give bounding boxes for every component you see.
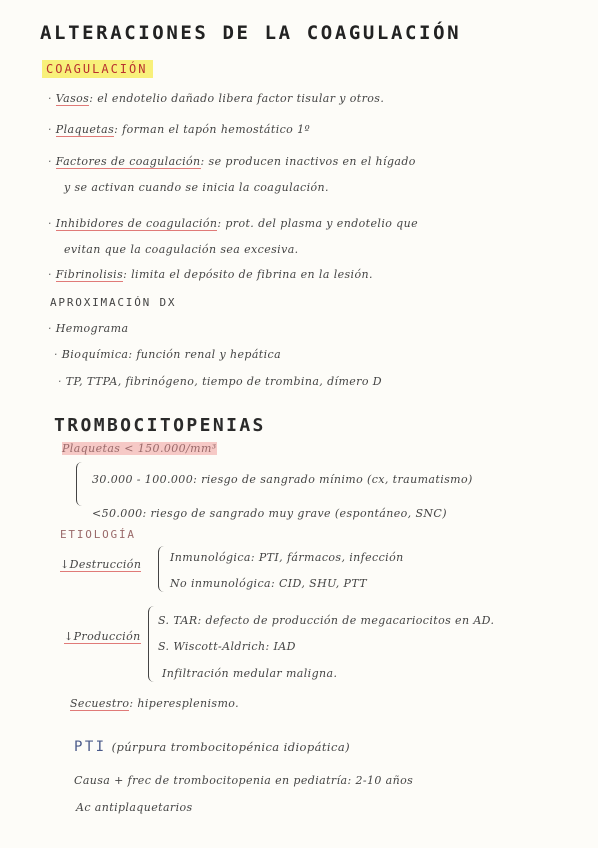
produccion-line-1: S. TAR: defecto de producción de megacariocitos en AD. [158, 614, 495, 627]
list-item: · TP, TTPA, fibrinógeno, tiempo de trombina, dímero D [58, 375, 382, 388]
list-item: · Vasos: el endotelio dañado libera factor tisular y otros. [48, 92, 385, 105]
pti-line-1: Causa + frec de trombocitopenia en pediatría: 2-10 años [74, 774, 414, 787]
list-item-continuation: y se activan cuando se inicia la coagulación. [64, 181, 329, 194]
definition-plaquetas: Plaquetas < 150.000/mm³ [62, 442, 217, 455]
page-title: ALTERACIONES DE LA COAGULACIÓN [40, 22, 462, 44]
section-heading-aproximacion-dx: APROXIMACIÓN DX [50, 296, 177, 309]
list-item: · Fibrinolisis: limita el depósito de fibrina en la lesión. [48, 268, 373, 281]
list-item: · Factores de coagulación: se producen inactivos en el hígado [48, 155, 416, 168]
section-heading-trombocitopenias: TROMBOCITOPENIAS [54, 415, 266, 436]
pti-line-2: Ac antiplaquetarios [76, 801, 193, 814]
etiology-destruccion: ↓Destrucción [60, 558, 142, 571]
list-item: · Hemograma [48, 322, 129, 335]
section-heading-etiologia: ETIOLOGÍA [60, 528, 136, 541]
brace-severity [76, 462, 85, 506]
etiology-secuestro: Secuestro: hiperesplenismo. [70, 697, 240, 710]
severity-line-2: <50.000: riesgo de sangrado muy grave (espontáneo, SNC) [92, 507, 447, 520]
severity-line-1: 30.000 - 100.000: riesgo de sangrado mínimo (cx, traumatismo) [92, 473, 473, 486]
brace-produccion [148, 606, 157, 682]
list-item: · Plaquetas: forman el tapón hemostático 1º [48, 123, 311, 136]
section-heading-coagulacion: COAGULACIÓN [42, 60, 153, 78]
etiology-produccion: ↓Producción [64, 630, 141, 643]
brace-destruccion [158, 546, 167, 592]
destruccion-line-1: Inmunológica: PTI, fármacos, infección [170, 551, 404, 564]
produccion-line-2: S. Wiscott-Aldrich: IAD [158, 640, 296, 653]
list-item: · Inhibidores de coagulación: prot. del plasma y endotelio que [48, 217, 418, 230]
list-item-continuation: evitan que la coagulación sea excesiva. [64, 243, 299, 256]
produccion-line-3: Infiltración medular maligna. [162, 667, 338, 680]
list-item: · Bioquímica: función renal y hepática [54, 348, 282, 361]
destruccion-line-2: No inmunológica: CID, SHU, PTT [170, 577, 368, 590]
section-heading-pti: PTI (púrpura trombocitopénica idiopática) [74, 739, 350, 755]
